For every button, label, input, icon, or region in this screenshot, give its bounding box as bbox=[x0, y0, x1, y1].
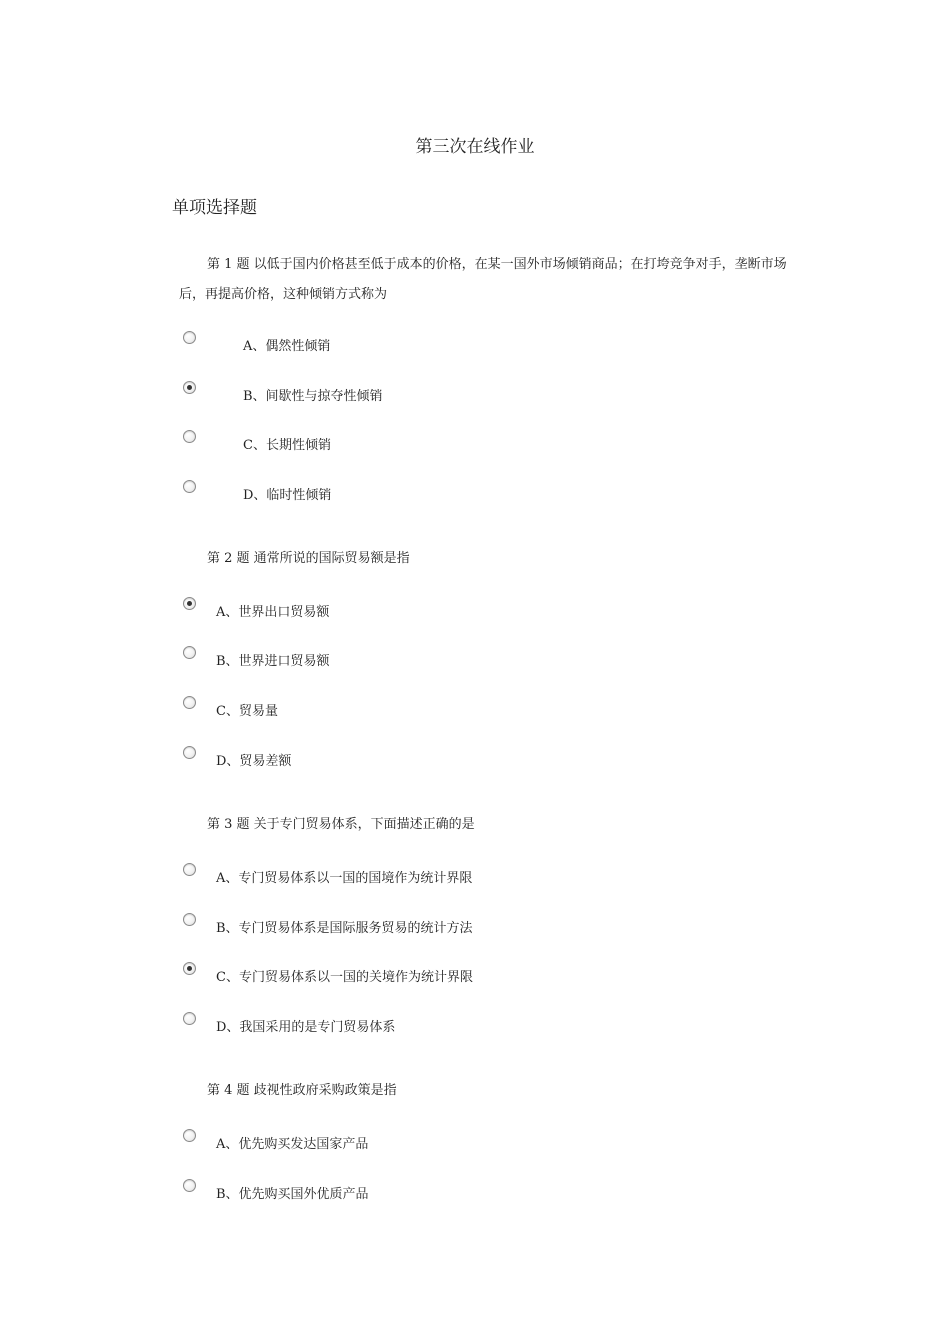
radio-button[interactable] bbox=[183, 331, 196, 344]
option-2b[interactable] bbox=[183, 646, 583, 672]
question-stem: 第 2 题 通常所说的国际贸易额是指 bbox=[207, 551, 410, 566]
option-3c[interactable] bbox=[183, 962, 583, 988]
option-label: A、专门贸易体系以一国的国境作为统计界限 bbox=[216, 871, 473, 886]
radio-button[interactable] bbox=[183, 1012, 196, 1025]
section-title: 单项选择题 bbox=[172, 198, 257, 218]
question-stem: 第 3 题 关于专门贸易体系，下面描述正确的是 bbox=[207, 817, 475, 832]
option-label: B、专门贸易体系是国际服务贸易的统计方法 bbox=[216, 921, 473, 936]
option-4b[interactable] bbox=[183, 1179, 583, 1205]
option-label: C、贸易量 bbox=[216, 704, 278, 719]
option-3d[interactable] bbox=[183, 1012, 583, 1038]
page-title: 第三次在线作业 bbox=[415, 137, 535, 157]
radio-button[interactable] bbox=[183, 913, 196, 926]
option-3b[interactable] bbox=[183, 913, 583, 939]
radio-button[interactable] bbox=[183, 1179, 196, 1192]
option-1c[interactable] bbox=[183, 430, 583, 456]
option-label: A、世界出口贸易额 bbox=[216, 605, 330, 620]
radio-button[interactable] bbox=[183, 597, 196, 610]
option-4a[interactable] bbox=[183, 1129, 583, 1155]
radio-button[interactable] bbox=[183, 430, 196, 443]
option-2c[interactable] bbox=[183, 696, 583, 722]
option-label: C、专门贸易体系以一国的关境作为统计界限 bbox=[216, 970, 473, 985]
radio-button[interactable] bbox=[183, 646, 196, 659]
option-1d[interactable] bbox=[183, 480, 583, 506]
option-label: D、临时性倾销 bbox=[243, 488, 332, 503]
option-1b[interactable] bbox=[183, 381, 583, 407]
option-label: A、优先购买发达国家产品 bbox=[216, 1137, 369, 1152]
radio-button[interactable] bbox=[183, 480, 196, 493]
radio-button[interactable] bbox=[183, 696, 196, 709]
option-3a[interactable] bbox=[183, 863, 583, 889]
option-label: B、间歇性与掠夺性倾销 bbox=[243, 389, 383, 404]
question-stem: 第 4 题 歧视性政府采购政策是指 bbox=[207, 1083, 397, 1098]
question-stem: 第 1 题 以低于国内价格甚至低于成本的价格，在某一国外市场倾销商品；在打垮竞争对手，垄断市场后，再提高价格，这种倾销方式称为 bbox=[179, 257, 787, 302]
radio-button[interactable] bbox=[183, 962, 196, 975]
option-label: B、世界进口贸易额 bbox=[216, 654, 330, 669]
option-2a[interactable] bbox=[183, 597, 583, 623]
option-label: A、偶然性倾销 bbox=[243, 339, 331, 354]
option-label: B、优先购买国外优质产品 bbox=[216, 1187, 369, 1202]
radio-button[interactable] bbox=[183, 1129, 196, 1142]
radio-button[interactable] bbox=[183, 746, 196, 759]
radio-button[interactable] bbox=[183, 381, 196, 394]
option-label: D、贸易差额 bbox=[216, 754, 292, 769]
radio-button[interactable] bbox=[183, 863, 196, 876]
option-label: C、长期性倾销 bbox=[243, 438, 331, 453]
option-1a[interactable] bbox=[183, 331, 583, 357]
option-label: D、我国采用的是专门贸易体系 bbox=[216, 1020, 396, 1035]
option-2d[interactable] bbox=[183, 746, 583, 772]
